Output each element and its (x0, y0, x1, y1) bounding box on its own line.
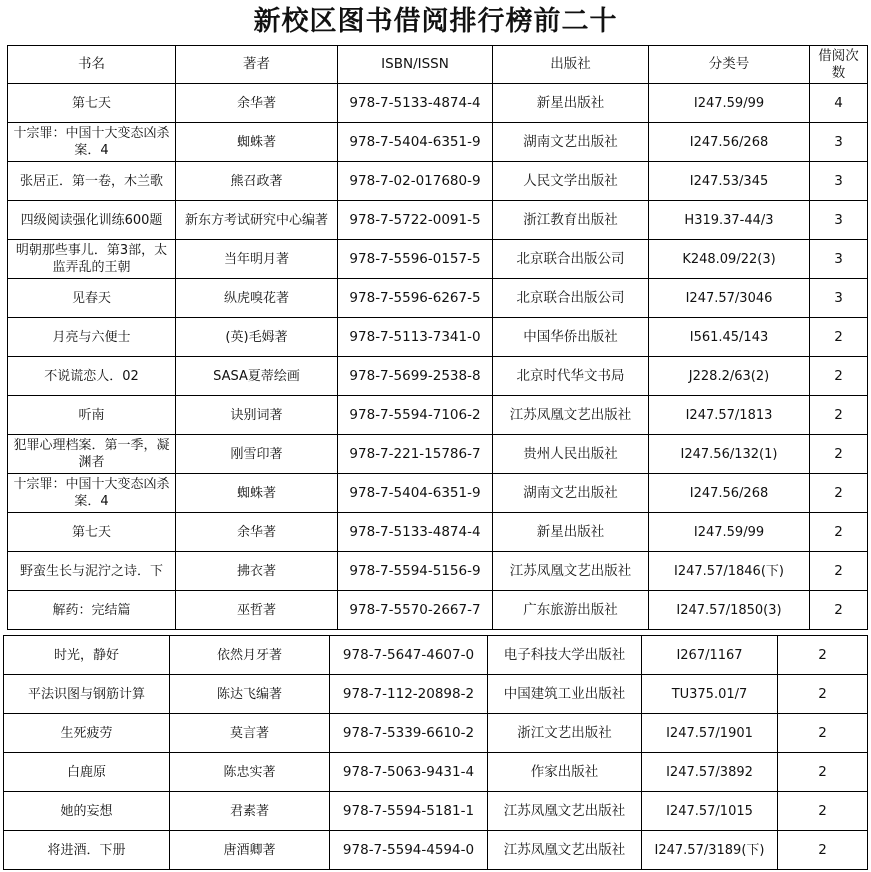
table-row (8, 435, 868, 474)
isbn-cell: 978-7-5594-7106-2 (338, 396, 493, 435)
book-title-cell: 解药：完结篇 (8, 591, 176, 630)
isbn-cell: 978-7-02-017680-9 (338, 162, 493, 201)
table-row (8, 474, 868, 513)
table-row (4, 753, 868, 792)
table-row (8, 84, 868, 123)
publisher-cell: 贵州人民出版社 (493, 435, 649, 474)
borrow-count-cell: 2 (778, 714, 868, 753)
book-title-cell: 野蛮生长与泥泞之诗．下 (8, 552, 176, 591)
book-title-cell: 时光，静好 (4, 636, 170, 675)
table-row (4, 636, 868, 675)
table-row (8, 513, 868, 552)
publisher-cell: 中国建筑工业出版社 (488, 675, 642, 714)
class-number-cell: TU375.01/7 (642, 675, 778, 714)
isbn-cell: 978-7-5063-9431-4 (330, 753, 488, 792)
borrow-count-cell: 2 (810, 396, 868, 435)
author-cell: SASA夏蒂绘画 (176, 357, 338, 396)
borrow-count-cell: 4 (810, 84, 868, 123)
author-cell: 陈忠实著 (170, 753, 330, 792)
borrow-count-cell: 2 (778, 636, 868, 675)
class-number-cell: K248.09/22(3) (649, 240, 810, 279)
book-title-cell: 生死疲劳 (4, 714, 170, 753)
author-cell: 当年明月著 (176, 240, 338, 279)
borrow-count-cell: 3 (810, 240, 868, 279)
isbn-cell: 978-7-5570-2667-7 (338, 591, 493, 630)
publisher-cell: 浙江教育出版社 (493, 201, 649, 240)
isbn-cell: 978-7-5133-4874-4 (338, 84, 493, 123)
publisher-cell: 广东旅游出版社 (493, 591, 649, 630)
class-number-cell: I247.57/3189(下) (642, 831, 778, 870)
class-number-cell: I247.57/3046 (649, 279, 810, 318)
publisher-cell: 中国华侨出版社 (493, 318, 649, 357)
book-title-cell: 第七天 (8, 84, 176, 123)
class-number-cell: I247.59/99 (649, 513, 810, 552)
author-cell: 莫言著 (170, 714, 330, 753)
table-row (8, 123, 868, 162)
publisher-cell: 江苏凤凰文艺出版社 (488, 792, 642, 831)
table-row (8, 240, 868, 279)
borrow-count-cell: 3 (810, 123, 868, 162)
publisher-cell: 作家出版社 (488, 753, 642, 792)
isbn-cell: 978-7-5133-4874-4 (338, 513, 493, 552)
book-title-cell: 不说谎恋人．02 (8, 357, 176, 396)
publisher-cell: 人民文学出版社 (493, 162, 649, 201)
book-title-cell: 平法识图与钢筋计算 (4, 675, 170, 714)
book-title-cell: 张居正．第一卷，木兰歌 (8, 162, 176, 201)
book-title-cell: 十宗罪：中国十大变态凶杀案．4 (8, 474, 176, 513)
isbn-cell: 978-7-5404-6351-9 (338, 474, 493, 513)
column-header-title: 书名 (8, 46, 176, 84)
column-header-publisher: 出版社 (493, 46, 649, 84)
isbn-cell: 978-7-221-15786-7 (338, 435, 493, 474)
author-cell: 蜘蛛著 (176, 123, 338, 162)
author-cell: 拂衣著 (176, 552, 338, 591)
book-title-cell: 听南 (8, 396, 176, 435)
class-number-cell: I247.57/1850(3) (649, 591, 810, 630)
borrow-count-cell: 3 (810, 201, 868, 240)
table-row (8, 201, 868, 240)
publisher-cell: 电子科技大学出版社 (488, 636, 642, 675)
borrow-count-cell: 2 (810, 552, 868, 591)
borrow-count-cell: 2 (778, 792, 868, 831)
class-number-cell: I247.57/1015 (642, 792, 778, 831)
class-number-cell: I247.57/3892 (642, 753, 778, 792)
class-number-cell: I561.45/143 (649, 318, 810, 357)
borrow-count-cell: 2 (778, 831, 868, 870)
isbn-cell: 978-7-5113-7341-0 (338, 318, 493, 357)
borrow-count-cell: 3 (810, 279, 868, 318)
author-cell: 余华著 (176, 84, 338, 123)
author-cell: 蜘蛛著 (176, 474, 338, 513)
ranking-table-lower (3, 635, 868, 870)
author-cell: 余华著 (176, 513, 338, 552)
book-title-cell: 她的妄想 (4, 792, 170, 831)
column-header-isbn: ISBN/ISSN (338, 46, 493, 84)
author-cell: 巫哲著 (176, 591, 338, 630)
class-number-cell: I247.59/99 (649, 84, 810, 123)
publisher-cell: 北京时代华文书局 (493, 357, 649, 396)
borrow-count-cell: 2 (810, 474, 868, 513)
class-number-cell: I247.57/1901 (642, 714, 778, 753)
class-number-cell: I247.56/268 (649, 123, 810, 162)
isbn-cell: 978-7-5596-0157-5 (338, 240, 493, 279)
book-title-cell: 明朝那些事儿．第3部，太监弄乱的王朝 (8, 240, 176, 279)
column-header-class-number: 分类号 (649, 46, 810, 84)
book-title-cell: 将进酒．下册 (4, 831, 170, 870)
table-row (8, 162, 868, 201)
class-number-cell: I247.56/268 (649, 474, 810, 513)
author-cell: 纵虎嗅花著 (176, 279, 338, 318)
author-cell: 诀别词著 (176, 396, 338, 435)
table-row (8, 279, 868, 318)
author-cell: (英)毛姆著 (176, 318, 338, 357)
class-number-cell: I247.57/1846(下) (649, 552, 810, 591)
table-row (8, 318, 868, 357)
column-header-author: 著者 (176, 46, 338, 84)
author-cell: 刚雪印著 (176, 435, 338, 474)
publisher-cell: 新星出版社 (493, 84, 649, 123)
author-cell: 依然月牙著 (170, 636, 330, 675)
table-row (8, 591, 868, 630)
column-header-borrow-count: 借阅次数 (810, 46, 868, 84)
book-title-cell: 四级阅读强化训练600题 (8, 201, 176, 240)
publisher-cell: 江苏凤凰文艺出版社 (488, 831, 642, 870)
isbn-cell: 978-7-5699-2538-8 (338, 357, 493, 396)
publisher-cell: 浙江文艺出版社 (488, 714, 642, 753)
book-title-cell: 月亮与六便士 (8, 318, 176, 357)
class-number-cell: I267/1167 (642, 636, 778, 675)
table-row (4, 714, 868, 753)
class-number-cell: I247.53/345 (649, 162, 810, 201)
borrow-count-cell: 2 (810, 513, 868, 552)
ranking-table-upper (7, 45, 868, 630)
publisher-cell: 江苏凤凰文艺出版社 (493, 552, 649, 591)
borrow-count-cell: 2 (778, 753, 868, 792)
isbn-cell: 978-7-5594-5181-1 (330, 792, 488, 831)
borrow-count-cell: 2 (810, 318, 868, 357)
publisher-cell: 湖南文艺出版社 (493, 474, 649, 513)
author-cell: 唐酒卿著 (170, 831, 330, 870)
class-number-cell: I247.56/132(1) (649, 435, 810, 474)
book-title-cell: 十宗罪：中国十大变态凶杀案．4 (8, 123, 176, 162)
table-row (4, 792, 868, 831)
author-cell: 熊召政著 (176, 162, 338, 201)
isbn-cell: 978-7-5596-6267-5 (338, 279, 493, 318)
borrow-count-cell: 3 (810, 162, 868, 201)
isbn-cell: 978-7-112-20898-2 (330, 675, 488, 714)
author-cell: 君素著 (170, 792, 330, 831)
publisher-cell: 北京联合出版公司 (493, 279, 649, 318)
publisher-cell: 新星出版社 (493, 513, 649, 552)
table-row (4, 675, 868, 714)
class-number-cell: H319.37-44/3 (649, 201, 810, 240)
table-header-row (8, 46, 868, 84)
borrow-count-cell: 2 (810, 357, 868, 396)
page-title: 新校区图书借阅排行榜前二十 (253, 6, 618, 37)
isbn-cell: 978-7-5594-4594-0 (330, 831, 488, 870)
isbn-cell: 978-7-5647-4607-0 (330, 636, 488, 675)
table-row (4, 831, 868, 870)
book-title-cell: 白鹿原 (4, 753, 170, 792)
table-row (8, 357, 868, 396)
publisher-cell: 江苏凤凰文艺出版社 (493, 396, 649, 435)
class-number-cell: J228.2/63(2) (649, 357, 810, 396)
book-title-cell: 第七天 (8, 513, 176, 552)
isbn-cell: 978-7-5594-5156-9 (338, 552, 493, 591)
author-cell: 陈达飞编著 (170, 675, 330, 714)
borrow-count-cell: 2 (778, 675, 868, 714)
publisher-cell: 湖南文艺出版社 (493, 123, 649, 162)
author-cell: 新东方考试研究中心编著 (176, 201, 338, 240)
class-number-cell: I247.57/1813 (649, 396, 810, 435)
isbn-cell: 978-7-5339-6610-2 (330, 714, 488, 753)
table-row (8, 396, 868, 435)
book-title-cell: 见春天 (8, 279, 176, 318)
table-row (8, 552, 868, 591)
isbn-cell: 978-7-5722-0091-5 (338, 201, 493, 240)
book-title-cell: 犯罪心理档案．第一季，凝渊者 (8, 435, 176, 474)
isbn-cell: 978-7-5404-6351-9 (338, 123, 493, 162)
publisher-cell: 北京联合出版公司 (493, 240, 649, 279)
borrow-count-cell: 2 (810, 435, 868, 474)
borrow-count-cell: 2 (810, 591, 868, 630)
